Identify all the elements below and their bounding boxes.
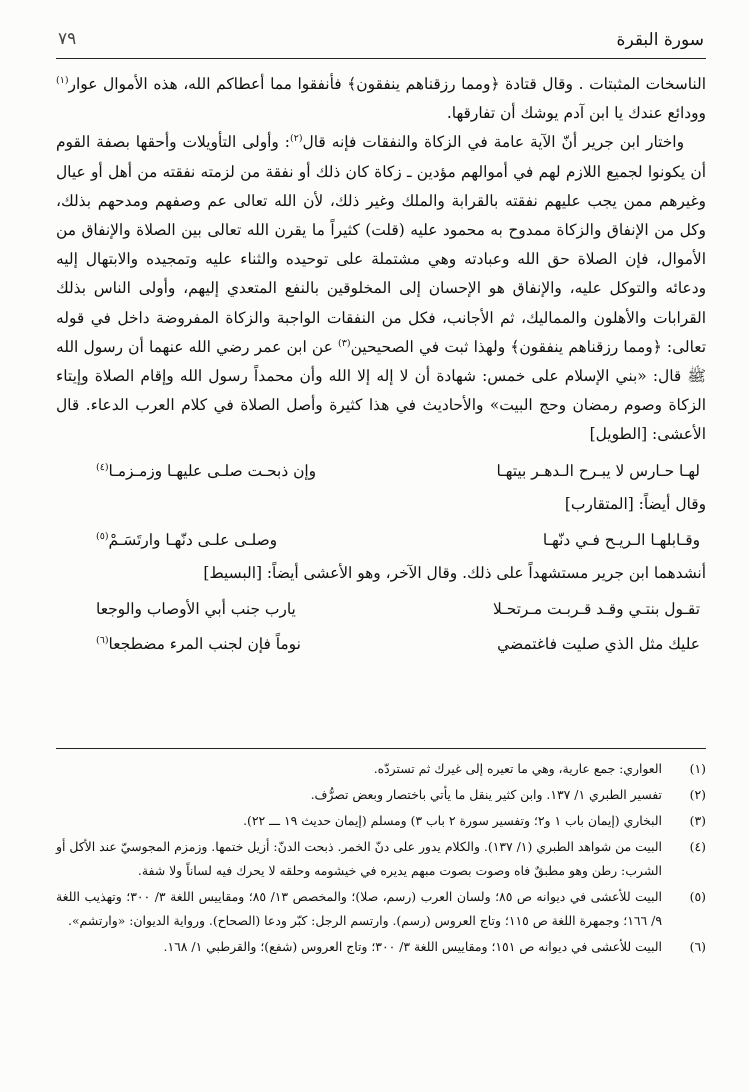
verse-2-second-hemistich: وصلـى علـى دنّهـا وارتَسَـمْ$^{(٥)}$ (96, 530, 278, 549)
footnotes-section (56, 748, 706, 961)
footnote-2 (56, 783, 706, 807)
footnote-text: البيت من شواهد الطبري (١/ ١٣٧). والكلام يدور على دنّ الخمر. ذبحت الدنّ: أزيل ختمها. وزمزم المجوسيّ عند الأكل أو الشرب: رطن وهو مطبقٌ فاه وصوت بصوت مبهم يديره في خيشومه وحلقه لا يحرك فيه لساناً ولا شفة. (56, 839, 662, 878)
footnote-text: تفسير الطبري ١/ ١٣٧. وابن كثير ينقل ما يأتي باختصار وبعض تصرُّف. (310, 787, 662, 802)
verse-4-second-hemistich: نوماً فإن لجنب المرء مضطجعا$^{(٦)}$ (96, 634, 301, 654)
poetry-verse-2 (56, 526, 706, 554)
book-page (56, 28, 706, 1078)
poetry-verse-4 (56, 630, 706, 658)
footnote-4 (56, 835, 706, 883)
verse-3-second-hemistich: يارب جنب أبي الأوصاب والوجعا (96, 600, 296, 619)
poetry-verse-1 (56, 457, 706, 485)
footnote-6 (56, 935, 706, 959)
footnote-3 (56, 809, 706, 833)
poetry-verse-3 (56, 595, 706, 623)
footnote-1 (56, 757, 706, 781)
verse-2-first-hemistich: وقـابلهـا الـريـح فـي دنّهـا (542, 530, 700, 549)
paragraph-anshadahuma: أنشدهما ابن جرير مستشهداً على ذلك. وقال الآخر، وهو الأعشى أيضاً: [البسيط] (203, 563, 706, 582)
footnote-ref-6[interactable]: (٦) (96, 634, 109, 646)
footnote-ref-1[interactable]: (١) (56, 74, 69, 86)
surah-title: سورة البقرة (616, 30, 704, 50)
footnote-number: (٤) (689, 839, 706, 854)
page-header (56, 28, 706, 59)
footnote-text: البيت للأعشى في ديوانه ص ١٥١؛ ومقاييس اللغة ٣/ ٣٠٠؛ وتاج العروس (شفع)؛ والقرطبي ١/ ١٦٨. (163, 939, 662, 954)
footnote-number: (١) (689, 761, 706, 776)
meter-label-mutaqarib: وقال أيضاً: [المتقارب] (564, 494, 706, 513)
footnote-5 (56, 885, 706, 933)
footnote-text: البخاري (إيمان باب ١ و٢؛ وتفسير سورة ٢ باب ٣) ومسلم (إيمان حديث ١٩ ـــ ٢٢). (243, 813, 662, 828)
paragraph-qatada: الناسخات المثبتات . وقال قتادة ﴿ومما رزقناهم ينفقون﴾ فأنفقوا مما أعطاكم الله، هذه الأموال عوار$^{(١)}$ وودائع عندك يا ابن آدم يوشك أن تفارقها. (56, 74, 706, 123)
verse-1-second-hemistich: وإن ذبحـت صلـى عليهـا وزمـزمـا$^{(٤)}$ (96, 461, 317, 480)
footnote-ref-2[interactable]: (٢) (290, 133, 303, 145)
footnote-ref-3[interactable]: (٣) (338, 337, 351, 349)
footnote-number: (٢) (689, 787, 706, 802)
main-text (56, 70, 706, 663)
footnote-text: العواري: جمع عارية، وهي ما تعيره إلى غيرك ثم تستردّه. (373, 761, 662, 776)
verse-4-first-hemistich: عليك مثل الذي صليت فاغتمضي (497, 635, 700, 654)
page-number: ٧٩ (58, 29, 77, 49)
footnote-number: (٣) (689, 813, 706, 828)
footnote-ref-4[interactable]: (٤) (96, 461, 109, 473)
verse-3-first-hemistich: تقـول بنتـي وقـد قـربـت مـرتحـلا (493, 600, 700, 619)
paragraph-ibn-jarir: واختار ابن جرير أنّ الآية عامة في الزكاة والنفقات فإنه قال$^{(٢)}$: وأولى التأويلات وأحقها بصفة القوم أن يكونوا لجميع اللازم لهم في أموالهم مؤدين ـ زكاة كان ذلك أو نفقة من لزمته نفقته من أهل أو عيال وغيرهم ممن يجب عليهم نفقته بالقرابة والملك وغير ذلك، لأن الله تعالى عم وصفهم ومدحهم بذلك، وكل من الإنفاق والزكاة ممدوح به محمود عليه (قلت) كثيراً ما يقرن الله تعالى بين الصلاة والإنفاق من الأموال، فإن الصلاة حق الله وعبادته وهي مشتملة على توحيده والثناء عليه وتمجيده والابتهال إليه ودعائه والتوكل عليه، والإنفاق هو الإحسان إلى المخلوقين بالنفع المتعدي إليهم، وأولى الناس بذلك القرابات والأهلون والمماليك، ثم الأجانب، فكل من النفقات الواجبة والزكاة المفروضة داخل في قوله تعالى: ﴿ومما رزقناهم ينفقون﴾ ولهذا ثبت في الصحيحين$^{(٣)}$ عن ابن عمر رضي الله عنهما أن رسول الله ﷺ قال: «بني الإسلام على خمس: شهادة أن لا إله إلا الله وأن محمداً رسول الله وإقام الصلاة وإيتاء الزكاة وصوم رمضان وحج البيت» والأحاديث في هذا كثيرة وأصل الصلاة في كلام العرب الدعاء. قال الأعشى: [الطويل] (56, 133, 707, 444)
verse-1-first-hemistich: لهـا حـارس لا يبـرح الـدهـر بيتهـا (496, 461, 700, 480)
footnote-ref-5[interactable]: (٥) (96, 530, 109, 542)
footnote-number: (٥) (689, 889, 706, 904)
footnote-number: (٦) (689, 939, 706, 954)
footnote-text: البيت للأعشى في ديوانه ص ٨٥؛ ولسان العرب (رسم، صلا)؛ والمخصص ١٣/ ٨٥؛ ومقاييس اللغة ٣/ ٣٠٠؛ وتهذيب اللغة ٩/ ١٦٦؛ وجمهرة اللغة ص ١١٥؛ وتاج العروس (رسم). وارتسم الرجل: كبّر ودعا (الصحاح). ورواية الديوان: «وارتشم». (56, 889, 662, 928)
